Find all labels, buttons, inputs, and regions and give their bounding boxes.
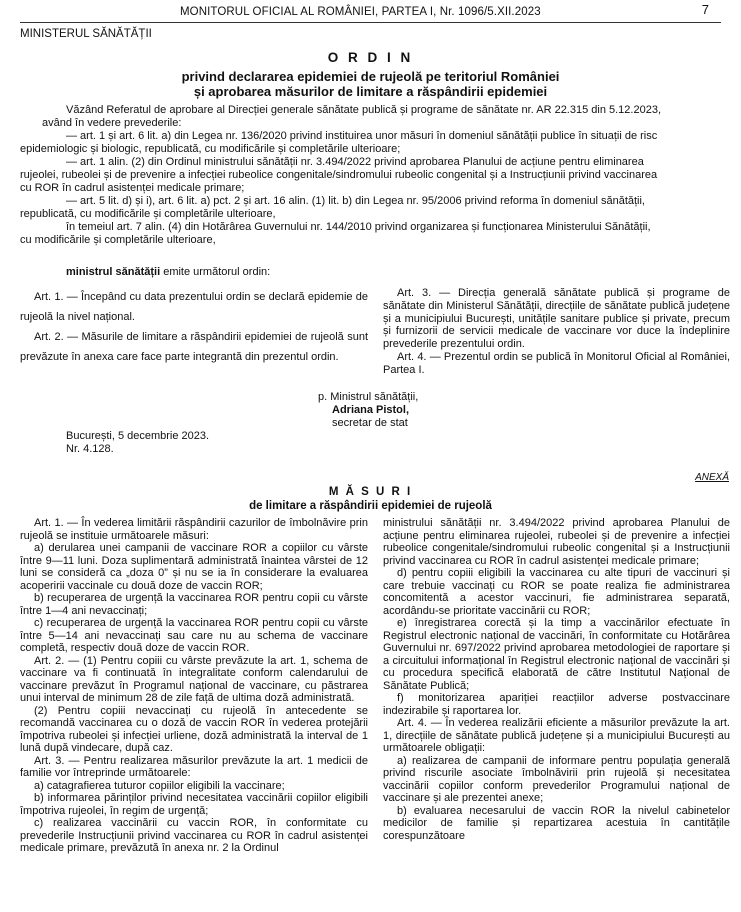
annex-left-column xyxy=(20,517,368,855)
order-article: Art. 1. — Începând cu data prezentului ordin se declară epidemie de rujeolă la nivel național. xyxy=(20,291,368,323)
order-subtitle-2: și aprobarea măsurilor de limitare a răspândirii epidemiei xyxy=(193,84,548,99)
order-subtitle-1: privind declararea epidemiei de rujeolă pe teritoriul României xyxy=(181,69,560,84)
annex-paragraph: b) informarea părinților privind necesitatea vaccinării copiilor eligibili împotriva rujeolei, în regim de urgență; xyxy=(20,792,368,817)
intro-line: cu modificările și completările ulterioare, xyxy=(20,234,216,246)
annex-paragraph: a) derularea unei campanii de vaccinare ROR a copiilor cu vârste între 9—11 luni. Doza suplimentară administrată înaintea vârstei de 12 luni se consideră ca „doza 0” și nu se ia în considerare la evaluarea acoperirii vaccinale cu două doze de vaccin ROR; xyxy=(20,542,368,592)
annex-paragraph: b) evaluarea necesarului de vaccin ROR la nivelul cabinetelor medicilor de familie și repartizarea acestuia în cantitățile corespunzătoare xyxy=(383,804,730,842)
annex-paragraph: c) realizarea vaccinării cu vaccin ROR, în conformitate cu prevederile Instrucțiunii privind vaccinarea cu ROR în cadrul asistenței medicale primare, prevăzută în anexa nr. 2 la Ordinul xyxy=(20,817,368,854)
intro-line: în temeiul art. 7 alin. (4) din Hotărârea Guvernului nr. 144/2010 privind organizarea și funcționarea Ministerului Sănătății, xyxy=(66,221,651,233)
annex-right-column xyxy=(383,517,730,842)
order-left-column xyxy=(20,287,368,367)
annex-subtitle: de limitare a răspândirii epidemiei de rujeolă xyxy=(249,500,492,512)
order-intro xyxy=(20,104,730,247)
intro-line: rujeolei, rubeolei și de prevenire a infecției rubeolice congenitale/sindromului rubeolic congenital și a Instrucțiunii privind vaccinarea xyxy=(20,169,658,181)
intro-line: cu ROR în cadrul asistenței medicale primare; xyxy=(20,182,245,194)
minister-bold: ministrul sănătății xyxy=(66,266,161,278)
intro-line: având în vedere prevederile: xyxy=(42,117,182,129)
order-number: Nr. 4.128. xyxy=(66,443,114,455)
intro-line: Văzând Referatul de aprobare al Direcției generale sănătate publică și programe de sănătate nr. AR 22.315 din 5.12.2023, xyxy=(66,104,662,116)
annex-title: M Ă S U R I xyxy=(328,486,413,498)
intro-line: — art. 5 lit. d) și i), art. 6 lit. a) pct. 2 și art. 16 alin. (1) lit. b) din Legea nr. 95/2006 privind reforma în domeniul sănătății, xyxy=(66,195,645,207)
annex-paragraph: b) recuperarea de urgență la vaccinarea ROR pentru copii cu vârste între 1—4 ani nevaccinați; xyxy=(20,592,368,617)
annex-label: ANEXĂ xyxy=(695,472,729,483)
annex-paragraph: Art. 3. — Pentru realizarea măsurilor prevăzute la art. 1 medicii de familie vor întreprinde următoarele: xyxy=(20,754,368,779)
signatory-name: Adriana Pistol, xyxy=(332,404,410,416)
annex-paragraph: Art. 1. — În vederea limitării răspândirii cazurilor de îmbolnăvire prin rujeolă se instituie următoarele măsuri: xyxy=(20,517,368,542)
annex-paragraph: a) catagrafierea tuturor copiilor eligibili la vaccinare; xyxy=(34,779,285,792)
signature-line: p. Ministrul sănătății, xyxy=(318,391,419,403)
order-article: Art. 3. — Direcția generală sănătate publică și programe de sănătate din Ministerul Sănătății, direcțiile de sănătate publică județene și a municipiului București, unitățile sanitare publice și private, precum și furnizorii de servicii medicale de vaccinare vor duce la îndeplinire prevederile prezentului ordin. xyxy=(383,287,730,351)
annex-paragraph: c) recuperarea de urgență la vaccinarea ROR pentru copii cu vârste între 5—14 ani nevaccinați sau care nu au schema de vaccinare completă, respectiv două doze de vaccin ROR. xyxy=(20,617,368,654)
annex-paragraph: f) monitorizarea apariției reacțiilor adverse postvaccinare indezirabile și raportarea lor. xyxy=(383,692,730,717)
order-article: Art. 4. — Prezentul ordin se publică în Monitorul Oficial al României, Partea I. xyxy=(383,350,730,376)
annex-paragraph: e) înregistrarea corectă și la timp a vaccinărilor efectuate în Registrul electronic național de vaccinări, în conformitate cu Hotărârea Guvernului nr. 697/2022 privind aprobarea metodologiei de raportare și a circuitului informațional în Registrul electronic național de vaccinări și cu procedura specifică elaborată de către Institutul Național de Sănătate Publică; xyxy=(383,617,730,692)
intro-line: — art. 1 alin. (2) din Ordinul ministrului sănătății nr. 3.494/2022 privind aprobarea Planului de acțiune pentru eliminarea xyxy=(66,156,644,168)
header-rule xyxy=(20,22,721,23)
emits-line xyxy=(66,266,270,279)
signatory-role: secretar de stat xyxy=(332,417,408,429)
place-date: București, 5 decembrie 2023. xyxy=(66,430,210,442)
page-header xyxy=(0,2,741,22)
intro-line: republicată, cu modificările și completările ulterioare, xyxy=(20,208,276,220)
page-number: 7 xyxy=(701,2,709,17)
order-article: Art. 2. — Măsurile de limitare a răspândirii epidemiei de rujeolă sunt prevăzute în anexa care face parte integrantă din prezentul ordin. xyxy=(20,331,368,363)
order-title: O R D I N xyxy=(327,50,414,65)
emits-text: emite următorul ordin: xyxy=(160,266,271,278)
annex-paragraph: Art. 2. — (1) Pentru copiii cu vârste prevăzute la art. 1, schema de vaccinare va fi continuată în integralitate conform calendarului de vaccinare prevăzut în Programul național de vaccinare, cu păstrarea unui interval de minimum 28 de zile față de ultima doză administrată. xyxy=(20,654,368,704)
intro-line: epidemiologic și biologic, republicată, cu modificările și completările ulterioare; xyxy=(20,143,401,155)
ministry-name: MINISTERUL SĂNĂTĂȚII xyxy=(20,28,152,40)
annex-paragraph: ministrului sănătății nr. 3.494/2022 privind aprobarea Planului de acțiune pentru eliminarea rujeolei, rubeolei și de prevenire a infecției rubeolice congenitale/sindromului rubeolic congenital și a Instrucțiunii privind vaccinarea cu ROR în cadrul asistenței medicale primare; xyxy=(383,517,730,567)
intro-line: — art. 1 și art. 6 lit. a) din Legea nr. 136/2020 privind instituirea unor măsuri în domeniul sănătății publice în situații de risc xyxy=(66,130,658,142)
annex-paragraph: (2) Pentru copiii nevaccinați cu rujeolă în antecedente se recomandă vaccinarea cu o doză de vaccin ROR în vederea protejării împotriva rubeolei și infecției urliene, doză administrată la interval de 1 lună după vindecare, după caz. xyxy=(20,704,368,754)
gazette-title: MONITORUL OFICIAL AL ROMÂNIEI, PARTEA I, Nr. 1096/5.XII.2023 xyxy=(180,6,541,18)
annex-paragraph: a) realizarea de campanii de informare pentru populația generală privind riscurile asociate îmbolnăvirii prin rujeolă și necesitatea vaccinării copiilor conform prevederilor Programului național de vaccinare și ale prezentei anexe; xyxy=(383,754,730,804)
order-right-column xyxy=(383,287,730,377)
annex-paragraph: Art. 4. — În vederea realizării eficiente a măsurilor prevăzute la art. 1, direcțiile de sănătate publică județene și a municipiului București au următoarele obligații: xyxy=(383,717,730,754)
annex-paragraph: d) pentru copiii eligibili la vaccinarea cu alte tipuri de vaccinuri și care trebuie vaccinați cu ROR se poate realiza fie administrarea concomitentă a acestor vaccinuri, fie administrarea separată, acordându-se prioritate vaccinării cu ROR; xyxy=(383,567,730,617)
